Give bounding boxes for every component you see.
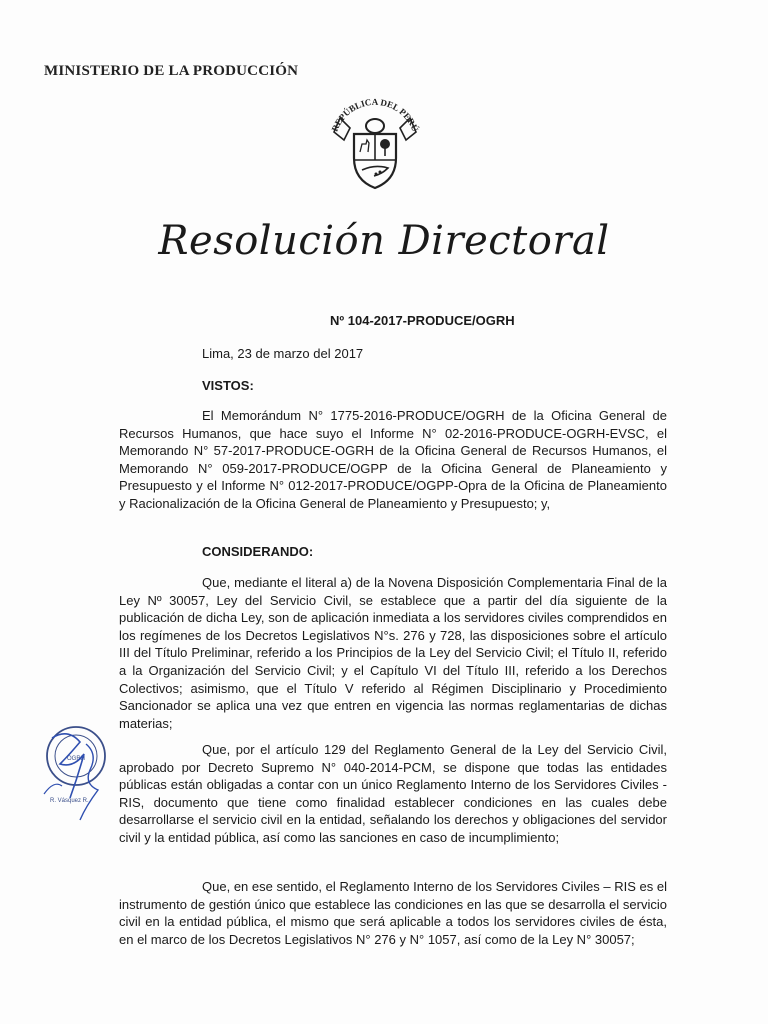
ogrh-stamp-icon <box>40 724 116 824</box>
svg-text:REPÚBLICA DEL PERÚ <box>330 97 421 134</box>
considerando-paragraph-1: Que, mediante el literal a) de la Novena Disposición Complementaria Final de la Ley Nº 30057, Ley del Servicio Civil, se establece que a partir del día siguiente de la publicación de dicha Ley, son de aplicación inmediata a los servidores civiles comprendidos en los regímenes de los Decretos Legislativos N°s. 276 y 728, las disposiciones sobre el artículo III del Título Preliminar, referido a los Principios de la Ley del Servicio Civil; el Título II, referido a la Organización del Servicio Civil; y el Capítulo VI del Título III, referido a los Derechos Colectivos; asimismo, que el Título V referido al Régimen Disciplinario y Procedimiento Sancionador se aplica una vez que entren en vigencia las normas reglamentarias de dichas materias; <box>119 575 667 731</box>
stamp-initials: R. Vásquez R. <box>50 798 89 804</box>
stamp-label: OGRH <box>67 756 85 762</box>
considerando-paragraph-3: Que, en ese sentido, el Reglamento Interno de los Servidores Civiles – RIS es el instrumento de gestión único que establece las condiciones en las que se desarrolla el servicio civil en la entidad pública, el mismo que será aplicable a todos los servidores civiles de ésta, en el marco de los Decretos Legislativos N° 276 y N° 1057, así como de la Ley N° 30057; <box>119 879 667 947</box>
document-date: Lima, 23 de marzo del 2017 <box>202 346 364 361</box>
crest-label: REPÚBLICA DEL PERÚ <box>329 96 421 133</box>
considerando-heading: CONSIDERANDO: <box>202 544 314 559</box>
vistos-heading: VISTOS: <box>202 378 254 393</box>
resolution-number: Nº 104-2017-PRODUCE/OGRH <box>330 313 515 328</box>
considerando-paragraph-2: Que, por el artículo 129 del Reglamento General de la Ley del Servicio Civil, aprobado por Decreto Supremo N° 040-2014-PCM, se dispone que todas las entidades públicas están obligadas a contar con un único Reglamento Interno de los Servidores Civiles - RIS, documento que tiene como finalidad establecer condiciones en las cuales debe desarrollarse el servicio civil en la entidad, señalando los derechos y obligaciones del servidor civil y la entidad pública, así como las sanciones en caso de incumplimiento; <box>119 742 667 845</box>
ministry-name: MINISTERIO DE LA PRODUCCIÓN <box>44 63 299 79</box>
coat-of-arms-icon <box>320 88 430 198</box>
document-title: Resolución Directoral <box>158 218 610 264</box>
vistos-paragraph: El Memorándum N° 1775-2016-PRODUCE/OGRH de la Oficina General de Recursos Humanos, que hace suyo el Informe N° 02-2016-PRODUCE-OGRH-EVSC, el Memorando N° 57-2017-PRODUCE-OGRH de la Oficina General de Recursos Humanos, el Memorando N° 059-2017-PRODUCE/OGPP de la Oficina General de Planeamiento y Presupuesto y el Informe N° 012-2017-PRODUCE/OGPP-Opra de la Oficina de Planeamiento y Racionalización de la Oficina General de Planeamiento y Presupuesto; y, <box>119 408 667 511</box>
